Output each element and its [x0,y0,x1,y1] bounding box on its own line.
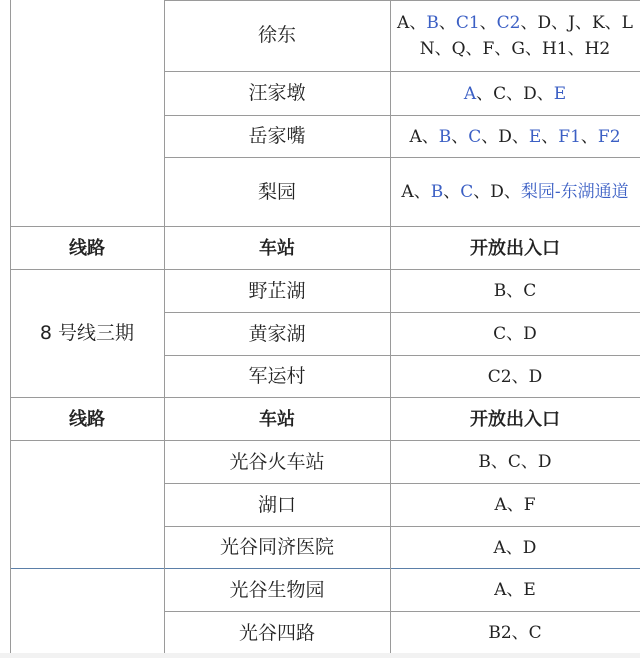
station-name: 光谷生物园 [229,578,325,601]
station-name: 光谷同济医院 [219,536,334,559]
station-name: 军运村 [248,365,306,388]
entrance-text [488,364,542,390]
entrance-link[interactable]: E [553,83,567,104]
entrance-code: 、 [413,182,431,203]
entrance-list [390,313,640,356]
entrance-code: A、D [493,537,537,558]
entrance-text [493,321,537,347]
entrance-link[interactable]: C1 [455,12,480,33]
entrance-code: A [397,12,410,33]
entrance-code: 、 [536,83,554,104]
entrance-code: 、 [494,39,512,59]
entrance-code: L [621,12,633,33]
entrance-code: A、F [494,495,536,516]
entrance-text [494,535,537,561]
entrance-code: 、 [604,12,622,33]
entrance-code: D [498,126,512,147]
entrance-code: 、 [481,126,499,147]
entrance-code: 、 [580,126,598,147]
header-line: 线路 [69,408,105,430]
entrance-code: 、 [551,12,569,33]
entrance-code: 、 [511,126,529,147]
entrance-code: D [523,83,537,104]
entrance-link[interactable]: B [430,182,444,203]
entrance-code: F [482,39,495,59]
entrance-link[interactable]: 梨园-东湖通道 [520,182,629,203]
station-name: 黄家湖 [248,322,306,345]
entrance-text [478,449,551,475]
station-name: 徐东 [257,24,296,47]
entrance-code: 、 [434,39,452,59]
entrance-code: K [591,12,605,33]
entrance-code: 、 [465,39,483,59]
entrance-list [390,527,640,569]
entrance-code: 、 [541,126,559,147]
entrance-text [488,620,541,646]
entrance-text [494,278,537,304]
entrance-code: B2、C [488,623,542,644]
entrance-link[interactable]: F1 [558,126,581,147]
header-entrances: 开放出入口 [470,408,560,430]
entrance-code: D [537,12,552,33]
header-entrances: 开放出入口 [470,237,560,259]
entrance-link[interactable]: A [463,83,477,104]
entrance-code: 、 [438,12,456,33]
entrance-code: H1 [541,39,568,59]
entrance-list [390,270,640,313]
entrance-list [390,569,640,612]
entrance-link[interactable]: B [426,12,439,33]
station-name: 汪家墩 [248,82,306,105]
entrance-text [494,577,536,603]
station-name: 野芷湖 [248,279,306,302]
header-station: 车站 [259,237,295,259]
entrance-text [494,492,535,518]
entrance-code: A [409,126,422,147]
header-station: 车站 [259,408,295,430]
entrance-list [390,356,640,398]
entrance-code: B、C [493,281,537,302]
entrance-code: 、 [479,12,497,33]
entrance-code: 、 [476,83,494,104]
entrance-text [409,124,620,150]
entrance-code: 、 [574,12,592,33]
line-group-label: 8 号线三期 [39,322,135,345]
station-name: 梨园 [257,180,296,203]
station-name: 岳家嘴 [248,125,306,148]
entrance-code: N [419,39,435,59]
entrance-link[interactable]: C [468,126,482,147]
entrance-code: C [493,83,507,104]
station-name: 光谷四路 [238,621,315,644]
station-name: 光谷火车站 [229,450,325,473]
entrance-code: 、 [506,83,524,104]
entrance-code: 、 [567,39,585,59]
entrance-link[interactable]: C2 [496,12,521,33]
entrance-text [401,179,628,205]
station-name: 湖口 [257,493,296,516]
entrance-text [464,81,566,107]
entrance-list [390,612,640,655]
entrance-code: 、 [473,182,491,203]
entrance-link[interactable]: C [460,182,474,203]
entrance-code: 、 [409,12,427,33]
header-line: 线路 [69,237,105,259]
entrance-code: 、 [443,182,461,203]
entrance-code: 、 [451,126,469,147]
entrance-list [390,0,640,72]
entrance-code: D [490,182,504,203]
entrance-code: A、E [494,580,536,601]
entrance-code: H2 [584,39,611,59]
entrance-list [390,72,640,116]
entrance-code: A [401,182,414,203]
entrance-list [390,116,640,158]
entrance-code: 、 [421,126,439,147]
entrance-text [394,10,636,63]
entrance-link[interactable]: F2 [597,126,621,147]
entrance-link[interactable]: E [528,126,542,147]
entrance-list [390,158,640,227]
entrance-code: G [511,39,525,59]
entrance-link[interactable]: B [438,126,452,147]
entrance-code: Q [451,39,466,59]
entrance-code: B、C、D [478,452,552,473]
entrance-code: 、 [503,182,521,203]
entrance-code: C2、D [487,366,543,387]
entrance-code: J [568,12,575,33]
entrance-list [390,484,640,527]
entrance-list [390,441,640,484]
entrance-code: C、D [493,324,537,345]
page-bottom-edge [0,653,640,658]
entrance-code: 、 [524,39,542,59]
entrance-code: 、 [520,12,538,33]
